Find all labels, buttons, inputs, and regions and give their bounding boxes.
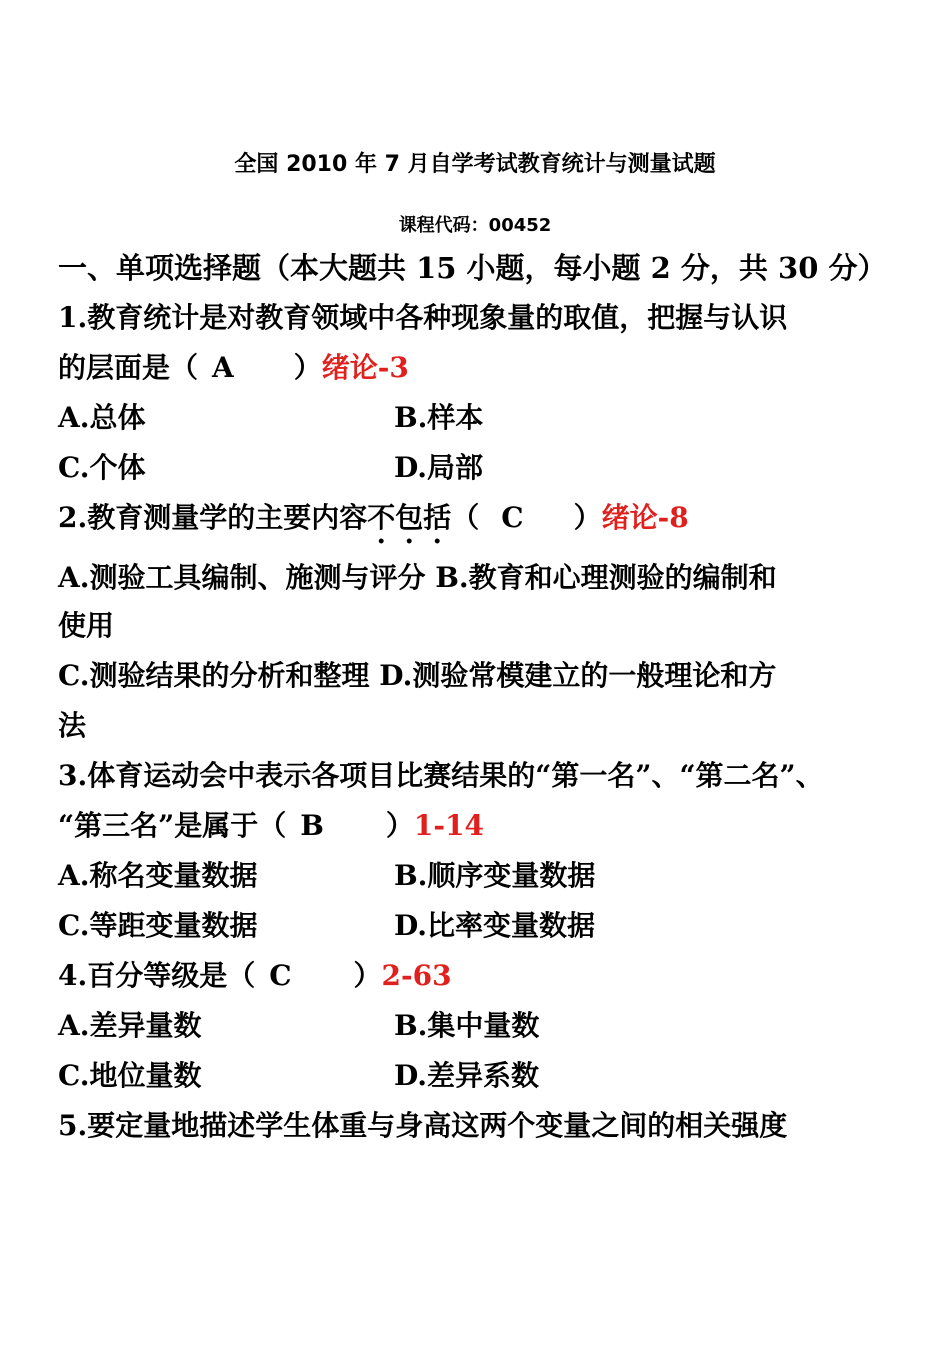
q2-ref: 绪论-8 bbox=[601, 501, 689, 534]
q2-options-cd-line2: 法 bbox=[58, 709, 87, 742]
q1-close-paren: ） bbox=[293, 351, 322, 384]
q3-option-b: B.顺序变量数据 bbox=[394, 859, 596, 892]
q1-stem-line1: 1.教育统计是对教育领域中各种现象量的取值，把握与认识 bbox=[58, 301, 788, 334]
q3-ref: 1-14 bbox=[413, 809, 484, 842]
q4-option-b: B.集中量数 bbox=[394, 1009, 540, 1042]
q1-options-cd bbox=[58, 448, 898, 488]
q1-option-a: A.总体 bbox=[58, 401, 146, 434]
q1-stem-line2 bbox=[58, 348, 898, 388]
q3-answer: B bbox=[300, 809, 324, 842]
q4-stem bbox=[58, 956, 898, 996]
q3-option-d: D.比率变量数据 bbox=[394, 909, 596, 942]
section-heading: 一、单项选择题（本大题共 15 小题，每小题 2 分，共 30 分） bbox=[58, 251, 887, 285]
q3-option-a: A.称名变量数据 bbox=[58, 859, 258, 892]
q2-stem-prefix: 2.教育测量学的主要内容 bbox=[58, 501, 368, 534]
q2-stem bbox=[58, 498, 898, 550]
q4-close-paren: ） bbox=[353, 959, 382, 992]
q2-options-cd-line1: C.测验结果的分析和整理 D.测验常模建立的一般理论和方 bbox=[58, 659, 777, 692]
q2-answer: C bbox=[501, 501, 524, 534]
q1-answer: A bbox=[212, 351, 234, 384]
q3-stem-prefix: “第三名”是属于（ bbox=[58, 809, 287, 842]
course-code: 课程代码：00452 bbox=[398, 215, 552, 236]
q1-stem-prefix: 的层面是（ bbox=[58, 351, 199, 384]
q3-options-cd bbox=[58, 906, 898, 946]
q2-close-paren: ） bbox=[573, 501, 602, 534]
q2-open-paren: （ bbox=[451, 501, 480, 534]
exam-title: 全国 2010 年 7 月自学考试教育统计与测量试题 bbox=[234, 152, 716, 177]
q1-option-c: C.个体 bbox=[58, 451, 146, 484]
q4-stem-prefix: 4.百分等级是（ bbox=[58, 959, 256, 992]
q5-stem-line1: 5.要定量地描述学生体重与身高这两个变量之间的相关强度 bbox=[58, 1109, 788, 1142]
q4-option-d: D.差异系数 bbox=[394, 1059, 540, 1092]
q4-options-ab bbox=[58, 1006, 898, 1046]
q1-option-d: D.局部 bbox=[394, 451, 484, 484]
q4-option-a: A.差异量数 bbox=[58, 1009, 202, 1042]
q1-options-ab bbox=[58, 398, 898, 438]
q4-ref: 2-63 bbox=[381, 959, 452, 992]
q4-option-c: C.地位量数 bbox=[58, 1059, 202, 1092]
q3-stem-line2 bbox=[58, 806, 898, 846]
q3-option-c: C.等距变量数据 bbox=[58, 909, 258, 942]
q2-stem-emphasis: 不包括 bbox=[367, 501, 452, 534]
q1-option-b: B.样本 bbox=[394, 401, 484, 434]
q4-answer: C bbox=[269, 959, 292, 992]
q2-options-ab-line2: 使用 bbox=[58, 609, 115, 642]
q3-close-paren: ） bbox=[385, 809, 414, 842]
q1-ref: 绪论-3 bbox=[321, 351, 409, 384]
q3-options-ab bbox=[58, 856, 898, 896]
q4-options-cd bbox=[58, 1056, 898, 1096]
q3-stem-line1: 3.体育运动会中表示各项目比赛结果的“第一名”、“第二名”、 bbox=[58, 759, 824, 792]
q2-options-ab-line1: A.测验工具编制、施测与评分 B.教育和心理测验的编制和 bbox=[58, 561, 777, 594]
